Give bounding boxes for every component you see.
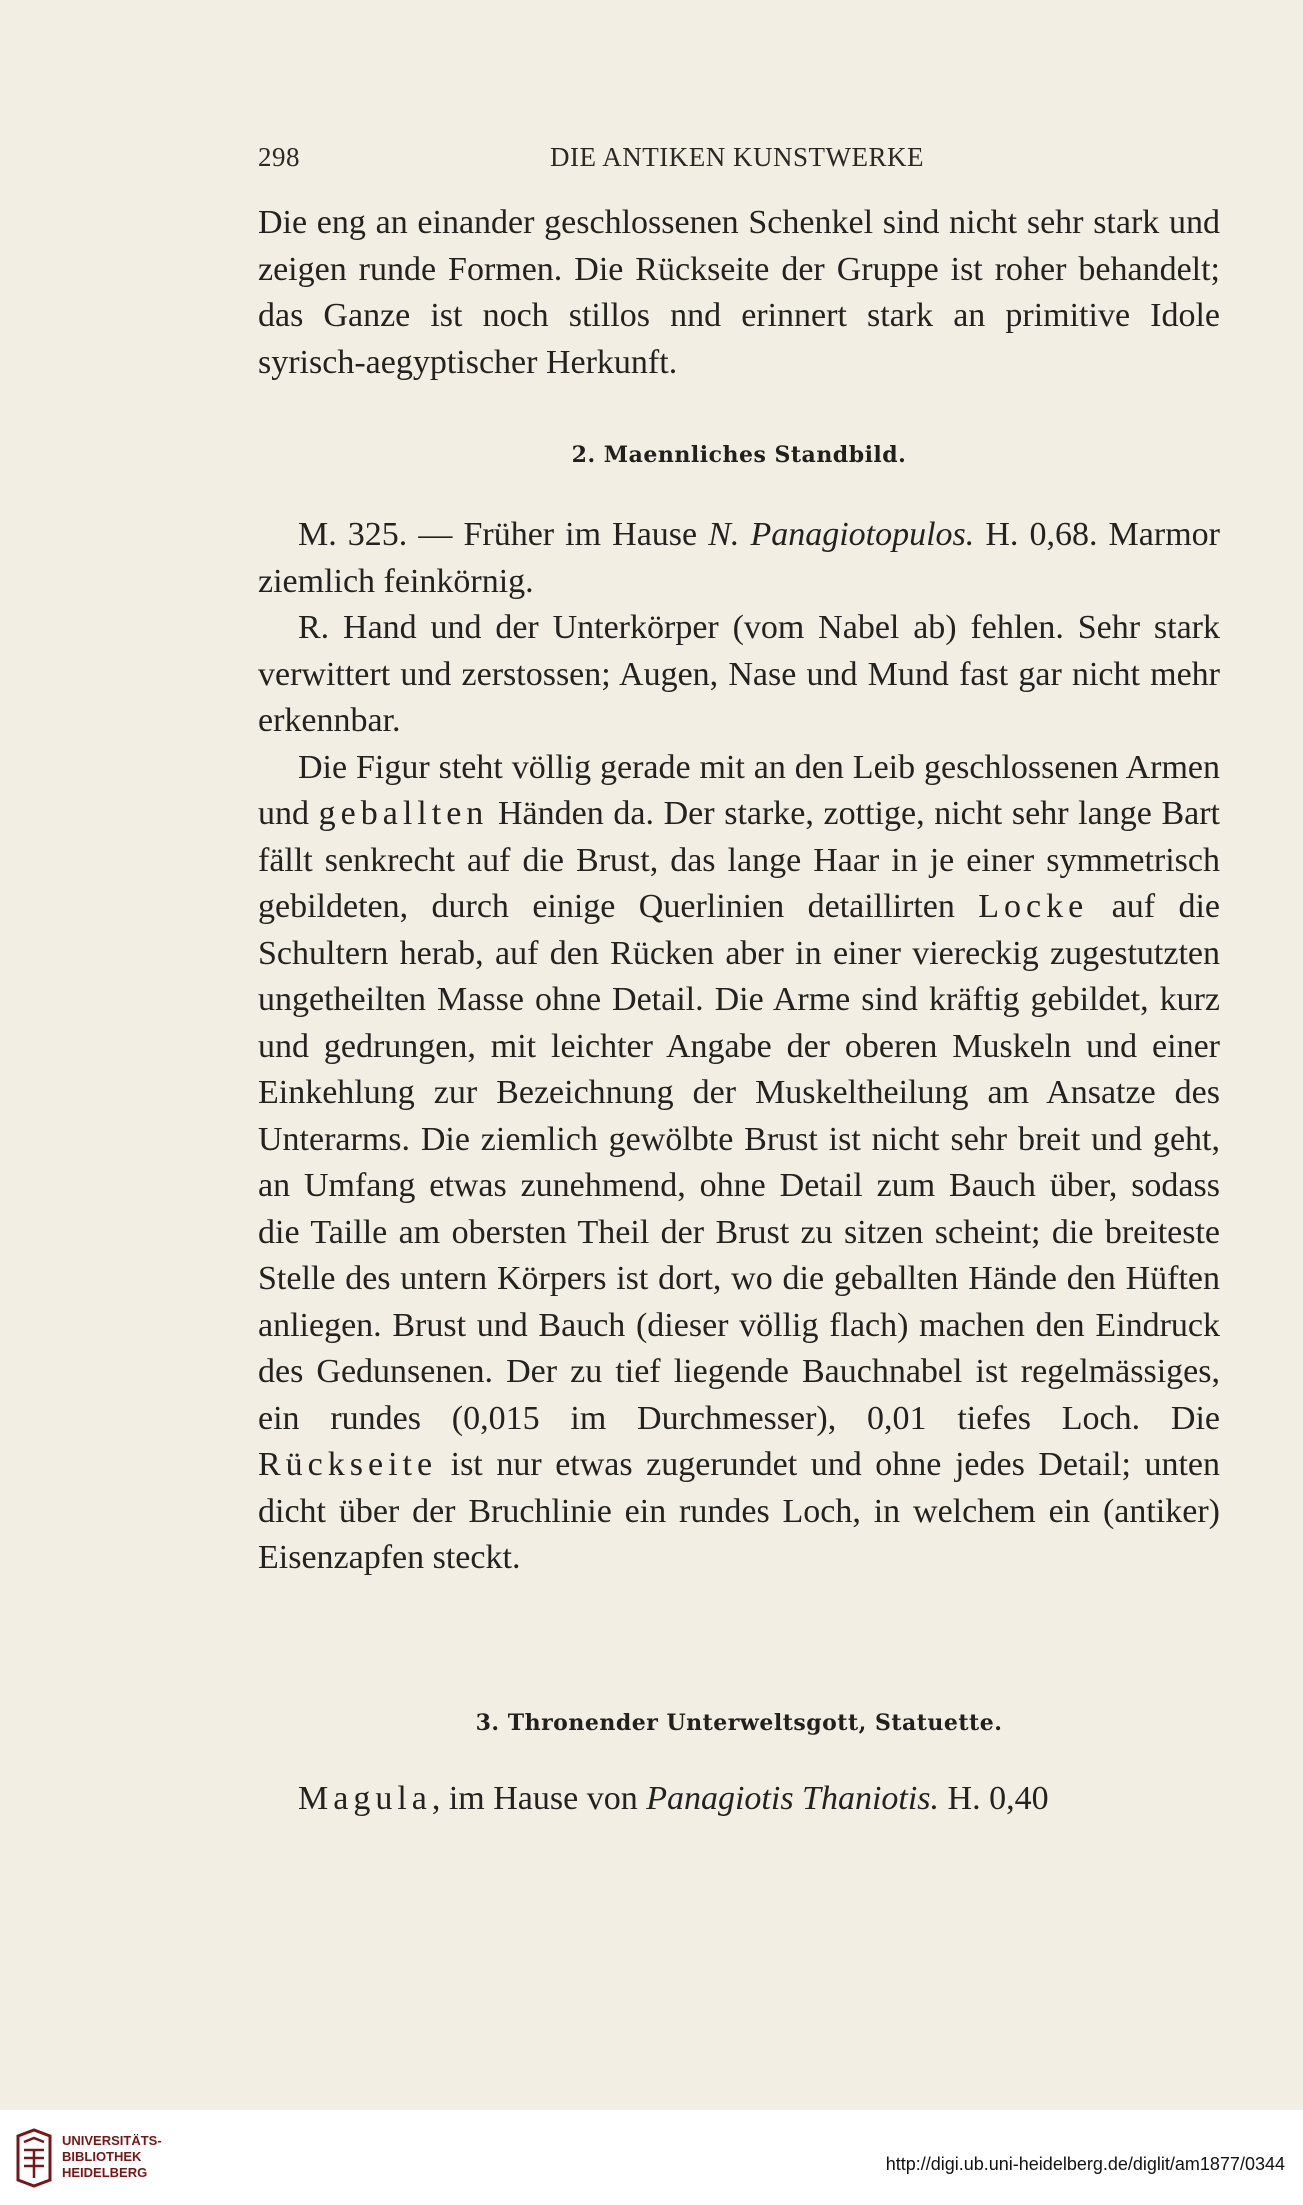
paragraph-continuation <box>258 200 1220 386</box>
section-heading-2: 2. Maennliches Standbild. <box>571 442 907 468</box>
owner-name: N. Panagiotopulos. <box>708 516 975 553</box>
spaced-word: Rückseite <box>258 1446 438 1483</box>
description-text: ist nur etwas zugerundet und ohne jedes Detail; unten dicht über der Bruchlinie ein rundes Loch, in welchem ein (antiker) Eisenzapfen steckt. <box>258 1446 1220 1576</box>
section-3-body <box>258 1776 1220 1823</box>
description-text: Händen da. Der starke, zottige, nicht sehr lange Bart fällt senkrecht auf die Brust, das lange Haar in je einer symmetrisch gebildeten, durch einige Querlinien detaillirten <box>258 795 1221 925</box>
section-2-body <box>258 512 1220 1582</box>
logo-line: UNIVERSITÄTS- <box>62 2133 162 2148</box>
library-logo-text <box>62 2133 162 2181</box>
logo-line: BIBLIOTHEK <box>62 2149 142 2164</box>
page-number: 298 <box>258 142 300 172</box>
inventory-text: , im Hause von <box>431 1780 647 1817</box>
logo-line: HEIDELBERG <box>62 2165 148 2180</box>
source-url-link[interactable]: http://digi.ub.uni-heidelberg.de/diglit/am1877/0344 <box>885 2154 1285 2174</box>
paragraph-text: Die eng an einander geschlossenen Schenkel sind nicht sehr stark und zeigen runde Formen. Die Rückseite der Gruppe ist roher behandelt; das Ganze ist noch stillos nnd erinnert stark an primitive Idole syrisch-aegyptischer Herkunft. <box>258 204 1220 381</box>
inventory-text: M. 325. — Früher im Hause <box>298 516 709 553</box>
description-text: Die Figur steht völlig gerade mit an den Leib geschlossenen Armen und <box>258 748 1220 832</box>
library-logo-icon <box>14 2128 54 2188</box>
running-title: DIE ANTIKEN KUNSTWERKE <box>550 142 924 172</box>
paragraph-description <box>258 745 1220 1582</box>
spaced-word: Locke <box>978 888 1089 925</box>
spaced-word: Magula <box>298 1780 432 1817</box>
inventory-text-end: H. 0,68. Marmor ziemlich feinkörnig. <box>258 516 1220 600</box>
spaced-word: geballten <box>318 795 489 832</box>
owner-name: Panagiotis Thaniotis. <box>646 1780 940 1817</box>
section-heading-3: 3. Thronender Unterweltsgott, Statuette. <box>475 1710 1003 1736</box>
description-text: auf die Schultern herab, auf den Rücken aber in einer viereckig zugestutzten ungetheilten Masse ohne Detail. Die Arme sind kräftig gebildet, kurz und gedrungen, mit leichter Angabe der oberen Muskeln und einer Einkehlung zur Bezeichnung der Muskeltheilung am Ansatze des Unterarms. Die ziemlich gewölbte Brust ist nicht sehr breit und geht, an Umfang etwas zunehmend, ohne Detail zum Bauch über, sodass die Taille am obersten Theil der Brust zu sitzen scheint; die breiteste Stelle des untern Körpers ist dort, wo die geballten Hände den Hüften anliegen. Brust und Bauch (dieser völlig flach) machen den Eindruck des Gedunsenen. Der zu tief liegende Bauchnabel ist regelmässiges, ein rundes (0,015 im Durchmesser), 0,01 tiefes Loch. Die <box>258 888 1220 1437</box>
inventory-text-end: H. 0,40 <box>939 1780 1049 1817</box>
paragraph-inventory <box>258 512 1220 605</box>
paragraph-condition: R. Hand und der Unterkörper (vom Nabel ab) fehlen. Sehr stark verwittert und zerstossen; Augen, Nase und Mund fast gar nicht mehr erkennbar. <box>258 609 1220 739</box>
paragraph-inventory-3 <box>258 1776 1220 1823</box>
